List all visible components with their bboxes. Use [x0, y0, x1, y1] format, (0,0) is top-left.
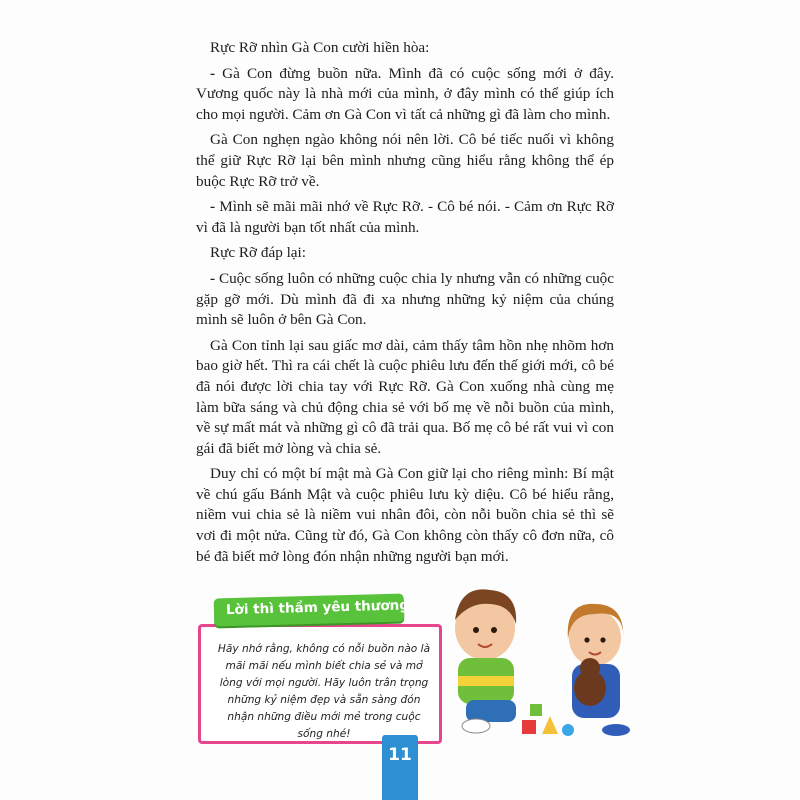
note-box [198, 624, 442, 744]
whisper-note [192, 590, 452, 740]
note-title-banner [214, 594, 415, 627]
toy-blocks [522, 704, 574, 736]
story-text [196, 38, 614, 572]
page-number: 11 [388, 745, 412, 765]
paragraph: Duy chỉ có một bí mật mà Gà Con giữ lại cho riêng mình: Bí mật về chú gấu Bánh Mật và cuộc phiêu lưu kỳ diệu. Cô bé hiểu rằng, niềm vui chia sẻ là niềm vui nhân đôi, còn nỗi buồn chia sẻ thì sẽ vơi đi một nửa. Cũng từ đó, Gà Con không còn thấy cô đơn nữa, cô bé đã biết mở lòng đón nhận những người bạn mới. [196, 465, 614, 565]
paragraph: Rực Rỡ đáp lại: [210, 244, 306, 262]
note-title: Lời thì thầm yêu thương: [225, 597, 415, 619]
paragraph: - Mình sẽ mãi mãi nhớ về Rực Rỡ. - Cô bé nói. - Cảm ơn Rực Rỡ vì đã là người bạn tốt nhất của mình. [196, 198, 614, 236]
boy-figure [455, 589, 516, 733]
girl-figure [568, 604, 630, 736]
paragraph: Gà Con nghẹn ngào không nói nên lời. Cô bé tiếc nuối vì không thể giữ Rực Rỡ lại bên mình nhưng cũng hiểu rằng không thể ép buộc Rực Rỡ trở về. [196, 131, 614, 190]
note-body: Hãy nhớ rằng, không có nỗi buồn nào là mãi mãi nếu mình biết chia sẻ và mở lòng với mọi người. Hãy luôn trân trọng những kỷ niệm đẹp và sẵn sàng đón nhận những điều mới mẻ trong cuộc sống nhé! [217, 643, 431, 740]
children-illustration [430, 580, 650, 750]
paragraph: Gà Con tỉnh lại sau giấc mơ dài, cảm thấy tâm hồn nhẹ nhõm hơn bao giờ hết. Thì ra cái chết là cuộc phiêu lưu đến thế giới mới, cô bé đã nói được lời chia tay với Rực Rỡ. Gà Con xuống nhà cùng mẹ làm bữa sáng và chủ động chia sẻ với bố mẹ về nỗi buồn của mình, về sự mất mát và những gì cô đã trải qua. Bố mẹ cô bé rất vui vì con gái đã biết mở lòng và chia sẻ. [196, 336, 614, 457]
page-number-tab [382, 735, 418, 800]
paragraph: - Cuộc sống luôn có những cuộc chia ly nhưng vẫn có những cuộc gặp gỡ mới. Dù mình đã đi xa nhưng những kỷ niệm của chúng mình sẽ luôn ở bên Gà Con. [196, 269, 614, 329]
paragraph: - Gà Con đừng buồn nữa. Mình đã có cuộc sống mới ở đây. Vương quốc này là nhà mới của mình, ở đây mình có thể giúp ích cho mọi người. Cảm ơn Gà Con vì tất cả những gì đã làm cho mình. [196, 64, 614, 123]
paragraph: Rực Rỡ nhìn Gà Con cười hiền hòa: [210, 39, 430, 56]
